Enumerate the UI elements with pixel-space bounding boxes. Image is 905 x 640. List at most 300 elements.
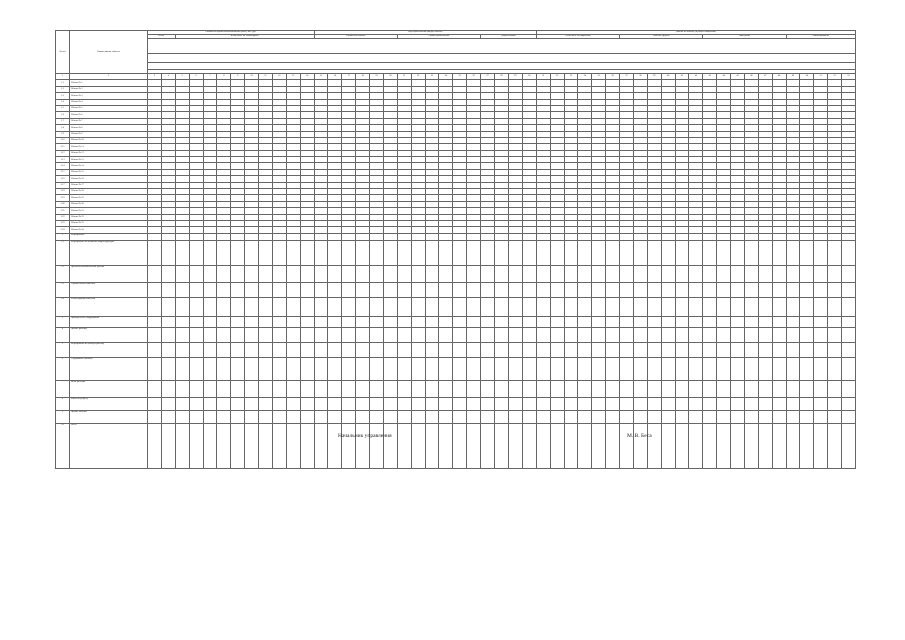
table-cell (425, 316, 439, 327)
table-cell (786, 397, 800, 410)
table-cell (592, 233, 606, 240)
table-cell (786, 380, 800, 397)
table-cell (842, 380, 856, 397)
table-cell (397, 233, 411, 240)
table-cell (717, 357, 731, 380)
header-sub-dates: Сроки строительства (397, 35, 480, 39)
table-cell (203, 410, 217, 423)
table-cell (731, 240, 745, 265)
column-number: 42 (689, 74, 703, 80)
row-object-name: Объект № 16 (70, 176, 148, 182)
table-cell (467, 282, 481, 297)
table-cell (800, 357, 814, 380)
table-cell (606, 380, 620, 397)
row-number: 1.10 (56, 137, 70, 143)
section-number: 9 (56, 410, 70, 423)
table-cell (592, 357, 606, 380)
table-cell (842, 423, 856, 468)
table-cell (689, 423, 703, 468)
table-cell (772, 282, 786, 297)
table-cell (494, 233, 508, 240)
table-cell (814, 342, 828, 357)
table-cell (703, 282, 717, 297)
column-number: 41 (675, 74, 689, 80)
table-cell (550, 282, 564, 297)
column-number: 16 (328, 74, 342, 80)
table-cell (259, 282, 273, 297)
row-object-name: Объект № 23 (70, 220, 148, 226)
table-cell (633, 265, 647, 282)
table-cell (217, 380, 231, 397)
header-sub-right-a: в том числе по кварталам (536, 35, 619, 39)
table-cell (272, 282, 286, 297)
table-cell (425, 423, 439, 468)
table-cell (467, 380, 481, 397)
header-group-main: Ход строительства (вводы) объекта (314, 31, 536, 35)
table-cell (342, 327, 356, 342)
column-number: 45 (731, 74, 745, 80)
column-number: 10 (245, 74, 259, 80)
table-cell (633, 233, 647, 240)
table-cell (717, 423, 731, 468)
table-cell (731, 357, 745, 380)
table-cell (828, 327, 842, 342)
table-cell (731, 233, 745, 240)
row-number: 1.1 (56, 80, 70, 86)
table-cell (370, 297, 384, 316)
table-cell (328, 380, 342, 397)
table-cell (272, 357, 286, 380)
table-cell (536, 282, 550, 297)
table-cell (494, 316, 508, 327)
table-cell (731, 316, 745, 327)
table-cell (758, 297, 772, 316)
table-cell (425, 265, 439, 282)
table-cell (494, 357, 508, 380)
table-cell (467, 342, 481, 357)
table-cell (772, 233, 786, 240)
table-cell (148, 327, 162, 342)
table-cell (744, 316, 758, 327)
row-number: 1.13 (56, 157, 70, 163)
header-sub-total: Всего (148, 35, 176, 39)
table-cell (564, 380, 578, 397)
table-cell (259, 410, 273, 423)
table-cell (148, 233, 162, 240)
table-cell (259, 380, 273, 397)
column-number: 39 (647, 74, 661, 80)
table-cell (606, 265, 620, 282)
table-cell (814, 316, 828, 327)
table-cell (467, 410, 481, 423)
table-cell (328, 233, 342, 240)
table-cell (633, 282, 647, 297)
table-cell (481, 327, 495, 342)
section-number: 10 (56, 423, 70, 468)
header-col-name: Наименование объекта (70, 31, 148, 74)
table-cell (564, 282, 578, 297)
table-cell (467, 423, 481, 468)
table-cell (286, 397, 300, 410)
column-number: 43 (703, 74, 717, 80)
table-cell (217, 233, 231, 240)
table-cell (661, 380, 675, 397)
table-cell (800, 397, 814, 410)
section-number: 8 (56, 397, 70, 410)
table-cell (383, 380, 397, 397)
table-cell (328, 265, 342, 282)
table-cell (620, 265, 634, 282)
table-cell (203, 282, 217, 297)
table-cell (370, 282, 384, 297)
table-cell (425, 282, 439, 297)
table-cell (161, 342, 175, 357)
row-object-name: Объект № 2 (70, 86, 148, 92)
table-cell (661, 265, 675, 282)
table-cell (342, 282, 356, 297)
table-cell (161, 327, 175, 342)
column-number: 50 (800, 74, 814, 80)
column-number: 25 (453, 74, 467, 80)
table-cell (606, 410, 620, 423)
table-cell (411, 342, 425, 357)
table-cell (550, 410, 564, 423)
section-row (56, 342, 856, 357)
section-name: Итого по разделу (70, 397, 148, 410)
table-cell (731, 397, 745, 410)
table-cell (231, 240, 245, 265)
row-object-name: Объект № 3 (70, 93, 148, 99)
table-cell (314, 342, 328, 357)
table-cell (550, 423, 564, 468)
section-name: Прочие расходы (70, 327, 148, 342)
table-cell (620, 357, 634, 380)
table-cell (453, 233, 467, 240)
table-cell (550, 240, 564, 265)
table-cell (148, 282, 162, 297)
table-cell (383, 316, 397, 327)
table-cell (620, 316, 634, 327)
table-cell (148, 240, 162, 265)
table-cell (370, 342, 384, 357)
table-cell (189, 380, 203, 397)
table-cell (689, 380, 703, 397)
column-number: 3 (148, 74, 162, 80)
table-cell (397, 265, 411, 282)
table-cell (661, 240, 675, 265)
table-cell (606, 357, 620, 380)
table-cell (550, 316, 564, 327)
table-cell (189, 233, 203, 240)
table-cell (328, 423, 342, 468)
table-cell (675, 265, 689, 282)
table-cell (370, 357, 384, 380)
table-cell (772, 423, 786, 468)
table-cell (342, 410, 356, 423)
table-cell (703, 397, 717, 410)
table-cell (467, 327, 481, 342)
table-cell (328, 282, 342, 297)
table-cell (411, 297, 425, 316)
table-cell (411, 357, 425, 380)
table-cell (592, 282, 606, 297)
table-cell (272, 380, 286, 397)
table-cell (703, 297, 717, 316)
table-cell (703, 316, 717, 327)
table-cell (717, 342, 731, 357)
table-cell (175, 423, 189, 468)
section-row (56, 297, 856, 316)
section-name: Содержание объектов (70, 357, 148, 380)
table-cell (356, 233, 370, 240)
table-cell (564, 327, 578, 342)
table-cell (731, 423, 745, 468)
column-number: 28 (494, 74, 508, 80)
section-number: 2.1 (56, 240, 70, 265)
table-cell (314, 327, 328, 342)
table-cell (439, 342, 453, 357)
table-cell (703, 265, 717, 282)
table-cell (300, 380, 314, 397)
table-cell (203, 265, 217, 282)
table-cell (814, 240, 828, 265)
table-cell (786, 265, 800, 282)
table-cell (842, 265, 856, 282)
table-cell (397, 282, 411, 297)
table-cell (647, 423, 661, 468)
section-number: 2.3 (56, 282, 70, 297)
table-cell (578, 265, 592, 282)
table-cell (814, 282, 828, 297)
table-cell (758, 342, 772, 357)
table-cell (564, 357, 578, 380)
table-cell (453, 316, 467, 327)
section-number: 7 (56, 380, 70, 397)
row-object-name: Объект № 6 (70, 112, 148, 118)
table-cell (342, 297, 356, 316)
table-cell (203, 233, 217, 240)
table-cell (633, 240, 647, 265)
table-cell (328, 327, 342, 342)
table-cell (814, 423, 828, 468)
table-cell (467, 316, 481, 327)
table-cell (231, 327, 245, 342)
table-cell (508, 423, 522, 468)
table-cell (536, 327, 550, 342)
table-cell (245, 327, 259, 342)
table-cell (439, 410, 453, 423)
table-cell (494, 240, 508, 265)
table-cell (245, 297, 259, 316)
column-number: 34 (578, 74, 592, 80)
table-cell (328, 410, 342, 423)
row-object-name: Объект № 11 (70, 144, 148, 150)
table-cell (189, 327, 203, 342)
table-cell (328, 297, 342, 316)
table-cell (481, 357, 495, 380)
table-cell (647, 357, 661, 380)
table-cell (675, 327, 689, 342)
table-cell (647, 282, 661, 297)
table-cell (842, 342, 856, 357)
table-cell (689, 342, 703, 357)
column-number: 36 (606, 74, 620, 80)
table-cell (786, 316, 800, 327)
table-cell (703, 233, 717, 240)
table-cell (814, 233, 828, 240)
table-cell (453, 410, 467, 423)
table-cell (772, 240, 786, 265)
table-cell (633, 297, 647, 316)
table-cell (508, 297, 522, 316)
table-cell (342, 265, 356, 282)
table-cell (758, 265, 772, 282)
table-cell (786, 233, 800, 240)
column-number: 2 (70, 74, 148, 80)
row-number: 1.17 (56, 182, 70, 188)
table-cell (758, 327, 772, 342)
table-cell (772, 357, 786, 380)
table-cell (231, 233, 245, 240)
table-cell (536, 397, 550, 410)
table-cell (592, 410, 606, 423)
section-row (56, 410, 856, 423)
row-number: 1.15 (56, 169, 70, 175)
table-cell (300, 397, 314, 410)
table-cell (675, 410, 689, 423)
table-cell (689, 282, 703, 297)
table-cell (245, 410, 259, 423)
table-cell (508, 380, 522, 397)
table-cell (522, 297, 536, 316)
table-cell (259, 240, 273, 265)
table-cell (314, 357, 328, 380)
column-number: 5 (175, 74, 189, 80)
table-cell (689, 316, 703, 327)
table-cell (148, 380, 162, 397)
table-cell (564, 265, 578, 282)
table-cell (175, 297, 189, 316)
table-cell (203, 357, 217, 380)
table-cell (286, 282, 300, 297)
table-cell (286, 316, 300, 327)
table-cell (786, 297, 800, 316)
table-cell (772, 342, 786, 357)
table-cell (383, 282, 397, 297)
column-number: 52 (828, 74, 842, 80)
table-cell (245, 357, 259, 380)
table-cell (564, 423, 578, 468)
table-cell (661, 233, 675, 240)
table-cell (647, 240, 661, 265)
table-cell (397, 410, 411, 423)
table-cell (356, 410, 370, 423)
table-cell (370, 410, 384, 423)
table-cell (494, 397, 508, 410)
table-cell (620, 240, 634, 265)
section-name: Реконструкция объектов (70, 297, 148, 316)
table-cell (161, 297, 175, 316)
table-cell (148, 265, 162, 282)
table-cell (522, 380, 536, 397)
section-number: 5 (56, 342, 70, 357)
row-number: 1.2 (56, 86, 70, 92)
column-number: 48 (772, 74, 786, 80)
table-cell (731, 282, 745, 297)
table-cell (161, 233, 175, 240)
table-cell (744, 423, 758, 468)
table-cell (689, 357, 703, 380)
table-cell (661, 282, 675, 297)
table-cell (620, 233, 634, 240)
table-cell (259, 342, 273, 357)
table-cell (481, 410, 495, 423)
table-cell (161, 423, 175, 468)
signature-title: Начальник управления (338, 433, 392, 439)
table-cell (203, 297, 217, 316)
table-cell (606, 282, 620, 297)
table-cell (203, 397, 217, 410)
table-cell (550, 397, 564, 410)
column-number: 4 (161, 74, 175, 80)
header-group-right: Данные по объекту (в разрезе кварталов) (536, 31, 855, 35)
table-cell (842, 233, 856, 240)
table-cell (689, 410, 703, 423)
table-cell (272, 233, 286, 240)
table-cell (453, 423, 467, 468)
table-cell (411, 327, 425, 342)
table-cell (175, 357, 189, 380)
table-cell (286, 265, 300, 282)
table-cell (411, 410, 425, 423)
table-cell (467, 233, 481, 240)
table-cell (675, 342, 689, 357)
table-cell (245, 397, 259, 410)
table-cell (439, 282, 453, 297)
table-cell (606, 316, 620, 327)
table-cell (606, 327, 620, 342)
table-cell (439, 423, 453, 468)
table-cell (217, 410, 231, 423)
table-cell (481, 423, 495, 468)
table-cell (508, 316, 522, 327)
table-cell (411, 380, 425, 397)
table-cell (647, 397, 661, 410)
table-cell (245, 380, 259, 397)
table-cell (342, 380, 356, 397)
table-cell (342, 357, 356, 380)
table-cell (397, 397, 411, 410)
table-cell (494, 410, 508, 423)
table-cell (189, 397, 203, 410)
table-cell (397, 342, 411, 357)
table-cell (661, 316, 675, 327)
table-cell (272, 327, 286, 342)
table-cell (259, 265, 273, 282)
table-cell (161, 316, 175, 327)
table-cell (550, 233, 564, 240)
table-cell (411, 240, 425, 265)
table-cell (342, 316, 356, 327)
table-cell (536, 357, 550, 380)
table-cell (148, 397, 162, 410)
column-number: 47 (758, 74, 772, 80)
table-cell (300, 297, 314, 316)
table-cell (272, 342, 286, 357)
table-cell (189, 282, 203, 297)
table-cell (647, 316, 661, 327)
table-cell (578, 342, 592, 357)
